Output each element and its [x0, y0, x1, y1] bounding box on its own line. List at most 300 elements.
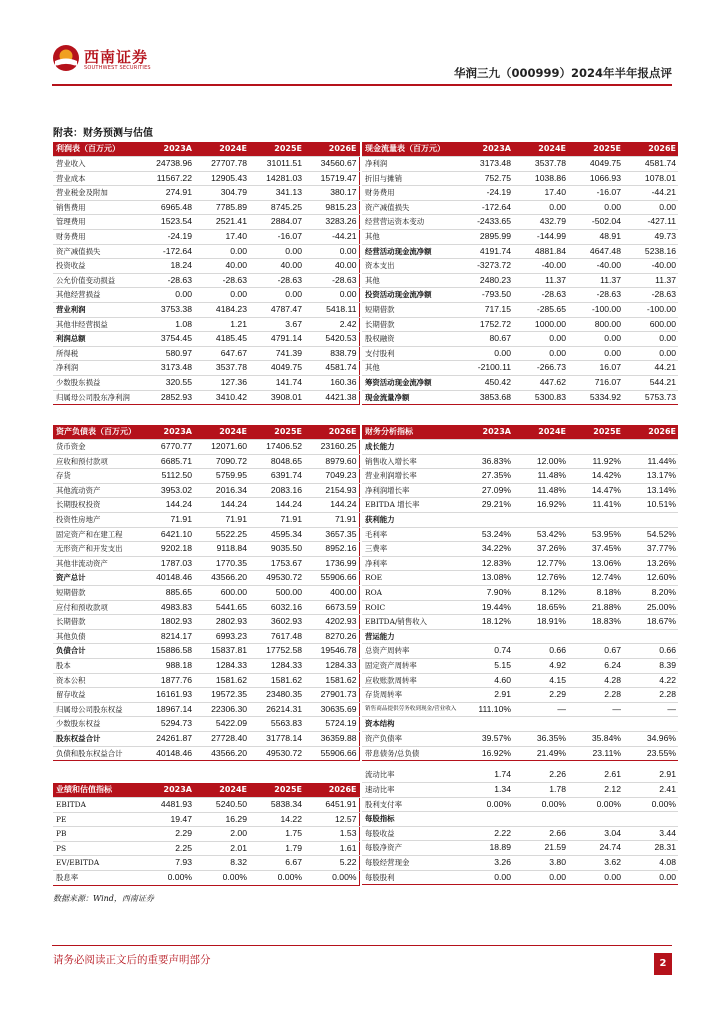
cell-value: 4787.47: [249, 303, 304, 318]
table-row: [53, 440, 359, 455]
cell-value: [623, 440, 678, 455]
table-row: [53, 390, 359, 405]
cell-value: 11.37: [513, 273, 568, 288]
table-title: 现金流量表（百万元）: [362, 142, 458, 157]
table-row: [362, 157, 678, 172]
cell-value: 10.51%: [623, 498, 678, 513]
table-row: [362, 513, 678, 528]
row-label: 资本支出: [362, 259, 458, 274]
cell-value: 144.24: [249, 498, 304, 513]
cell-value: 6770.77: [139, 440, 194, 455]
table-row: [53, 157, 359, 172]
cell-value: 54.52%: [623, 527, 678, 542]
cell-value: [623, 513, 678, 528]
table-row: [53, 346, 359, 361]
cell-value: 5724.19: [304, 717, 359, 732]
cell-value: 11.44%: [623, 454, 678, 469]
valuation-table: [53, 783, 360, 886]
cell-value: 3953.02: [139, 483, 194, 498]
row-label: 管理费用: [53, 215, 139, 230]
row-label: 归属母公司股东净利润: [53, 390, 139, 405]
cell-value: 0.00: [458, 346, 513, 361]
cell-value: -28.63: [568, 288, 623, 303]
cell-value: -24.19: [458, 186, 513, 201]
cell-value: 44.21: [623, 361, 678, 376]
cell-value: 40148.46: [139, 746, 194, 761]
cell-value: 2884.07: [249, 215, 304, 230]
row-label: PB: [53, 827, 139, 842]
cell-value: 0.00: [194, 288, 249, 303]
table-title: 利润表（百万元）: [53, 142, 139, 157]
cell-value: 2.61: [568, 768, 623, 783]
cell-value: 6.24: [568, 659, 623, 674]
table-row: [362, 673, 678, 688]
table-row: [53, 812, 359, 827]
row-label: 股息率: [53, 871, 139, 886]
cell-value: 0.00: [194, 244, 249, 259]
table-row: [53, 746, 359, 761]
cell-value: 8745.25: [249, 200, 304, 215]
cell-value: 4049.75: [249, 361, 304, 376]
cell-value: 0.00: [513, 200, 568, 215]
table-row: [362, 200, 678, 215]
company-logo: [52, 44, 152, 74]
cell-value: 3853.68: [458, 390, 513, 405]
cell-value: 6993.23: [194, 629, 249, 644]
row-label: 应收账款周转率: [362, 673, 458, 688]
row-label: 财务费用: [362, 186, 458, 201]
cell-value: 5334.92: [568, 390, 623, 405]
row-label: 长期股权投资: [53, 498, 139, 513]
cell-value: 40.00: [249, 259, 304, 274]
cell-value: 2.12: [568, 783, 623, 798]
cell-value: 2.66: [513, 826, 568, 841]
row-label: ROIC: [362, 600, 458, 615]
cell-value: 1284.33: [194, 659, 249, 674]
cell-value: 3173.48: [139, 361, 194, 376]
cell-value: 1066.93: [568, 171, 623, 186]
cell-value: 3173.48: [458, 157, 513, 172]
table-row: [362, 440, 678, 455]
year-header: 2026E: [304, 142, 359, 157]
table-header-row: [53, 142, 359, 157]
table-row: [53, 571, 359, 586]
cell-value: 9118.84: [194, 542, 249, 557]
cell-value: 1.61: [304, 841, 359, 856]
cell-value: 5.22: [304, 856, 359, 871]
cell-value: 0.00: [623, 870, 678, 885]
row-label: 资产负债率: [362, 731, 458, 746]
cell-value: 5420.53: [304, 332, 359, 347]
year-header: 2024E: [194, 425, 249, 440]
cell-value: 19572.35: [194, 688, 249, 703]
cell-value: [568, 629, 623, 644]
cell-value: 1.75: [249, 827, 304, 842]
cell-value: 0.00%: [139, 871, 194, 886]
cell-value: 0.00%: [568, 797, 623, 812]
row-label: 资本公积: [53, 673, 139, 688]
row-label: 销售费用: [53, 200, 139, 215]
row-label: 其他: [362, 273, 458, 288]
cell-value: 1.79: [249, 841, 304, 856]
cell-value: 22306.30: [194, 702, 249, 717]
cell-value: -28.63: [513, 288, 568, 303]
cell-value: 4.08: [623, 856, 678, 871]
table-row: [53, 615, 359, 630]
cell-value: 1284.33: [249, 659, 304, 674]
cell-value: 21.59: [513, 841, 568, 856]
cell-value: 21.49%: [513, 746, 568, 761]
table-row: [362, 469, 678, 484]
cell-value: 2.28: [568, 688, 623, 703]
year-header: 2026E: [623, 142, 678, 157]
cell-value: 48.91: [568, 230, 623, 245]
row-label: 利润总额: [53, 332, 139, 347]
cell-value: 2.41: [623, 783, 678, 798]
row-label: 其他非经营损益: [53, 317, 139, 332]
cell-value: 3.26: [458, 856, 513, 871]
row-label: 每股股利: [362, 870, 458, 885]
data-source: 数据来源：Wind，西南证券: [53, 894, 154, 903]
cell-value: -28.63: [139, 273, 194, 288]
row-label: 货币资金: [53, 440, 139, 455]
table-row: [362, 230, 678, 245]
cell-value: 4481.93: [139, 798, 194, 813]
cell-value: 320.55: [139, 376, 194, 391]
cell-value: 4.92: [513, 659, 568, 674]
table-row: [53, 629, 359, 644]
cell-value: 2154.93: [304, 483, 359, 498]
balance-sheet-table: [53, 425, 360, 761]
cell-value: 49530.72: [249, 571, 304, 586]
cell-value: 0.00%: [304, 871, 359, 886]
cell-value: 43566.20: [194, 571, 249, 586]
cell-value: 3602.93: [249, 615, 304, 630]
cell-value: 988.18: [139, 659, 194, 674]
cell-value: 5294.73: [139, 717, 194, 732]
cell-value: 14281.03: [249, 171, 304, 186]
cell-value: 15837.81: [194, 644, 249, 659]
cell-value: 5422.09: [194, 717, 249, 732]
cell-value: 800.00: [568, 317, 623, 332]
table-row: [362, 841, 678, 856]
year-header: 2025E: [568, 425, 623, 440]
cell-value: 11.37: [623, 273, 678, 288]
cell-value: 0.00%: [194, 871, 249, 886]
cell-value: 0.00: [249, 288, 304, 303]
cell-value: 1736.99: [304, 556, 359, 571]
cell-value: 5441.65: [194, 600, 249, 615]
cell-value: 71.91: [139, 513, 194, 528]
cell-value: 18.83%: [568, 615, 623, 630]
row-label: 筹资活动现金流净额: [362, 376, 458, 391]
table-row: [53, 527, 359, 542]
table-row: [53, 556, 359, 571]
cell-value: 1581.62: [249, 673, 304, 688]
row-label: 应收和预付款项: [53, 454, 139, 469]
year-header: 2024E: [194, 783, 249, 798]
cell-value: 14.42%: [568, 469, 623, 484]
row-label: 股东权益合计: [53, 731, 139, 746]
cell-value: [513, 717, 568, 732]
cash-flow-table: [362, 142, 678, 405]
year-header: 2026E: [623, 425, 678, 440]
cell-value: 2480.23: [458, 273, 513, 288]
year-header: 2026E: [304, 783, 359, 798]
row-label: 每股指标: [362, 812, 458, 827]
cell-value: 341.13: [249, 186, 304, 201]
cell-value: 5563.83: [249, 717, 304, 732]
cell-value: 0.00%: [623, 797, 678, 812]
row-label: PE: [53, 812, 139, 827]
cell-value: 12.60%: [623, 571, 678, 586]
cell-value: 19.47: [139, 812, 194, 827]
cell-value: 18967.14: [139, 702, 194, 717]
table-row: [362, 498, 678, 513]
cell-value: 6685.71: [139, 454, 194, 469]
table-row: [362, 171, 678, 186]
table-row: [362, 688, 678, 703]
cell-value: 5238.16: [623, 244, 678, 259]
cell-value: 600.00: [623, 317, 678, 332]
cell-value: 12.57: [304, 812, 359, 827]
row-label: 短期借款: [53, 586, 139, 601]
cell-value: -40.00: [568, 259, 623, 274]
table-row: [53, 273, 359, 288]
cell-value: —: [513, 702, 568, 717]
cell-value: 21.88%: [568, 600, 623, 615]
cell-value: 1877.76: [139, 673, 194, 688]
row-label: ROA: [362, 586, 458, 601]
cell-value: 400.00: [304, 586, 359, 601]
cell-value: 1802.93: [139, 615, 194, 630]
table-title: 业绩和估值指标: [53, 783, 139, 798]
cell-value: -28.63: [623, 288, 678, 303]
cell-value: 380.17: [304, 186, 359, 201]
year-header: 2026E: [304, 425, 359, 440]
cell-value: 1078.01: [623, 171, 678, 186]
cell-value: 2802.93: [194, 615, 249, 630]
table-row: [53, 259, 359, 274]
cell-value: 838.79: [304, 346, 359, 361]
cell-value: 0.67: [568, 644, 623, 659]
cell-value: 141.74: [249, 376, 304, 391]
table-row: [362, 288, 678, 303]
cell-value: 7049.23: [304, 469, 359, 484]
year-header: 2024E: [513, 142, 568, 157]
cell-value: 55906.66: [304, 571, 359, 586]
cell-value: 39.57%: [458, 731, 513, 746]
cell-value: 3.44: [623, 826, 678, 841]
cell-value: 71.91: [194, 513, 249, 528]
cell-value: [458, 812, 513, 827]
cell-value: 752.75: [458, 171, 513, 186]
row-label: 成长能力: [362, 440, 458, 455]
table-header-row: [362, 142, 678, 157]
cell-value: [513, 812, 568, 827]
cell-value: 4581.74: [623, 157, 678, 172]
cell-value: [513, 440, 568, 455]
cell-value: 11.48%: [513, 469, 568, 484]
cell-value: 26214.31: [249, 702, 304, 717]
row-label: 营运能力: [362, 629, 458, 644]
cell-value: 1284.33: [304, 659, 359, 674]
table-row: [53, 841, 359, 856]
cell-value: 6421.10: [139, 527, 194, 542]
cell-value: 304.79: [194, 186, 249, 201]
table-row: [53, 659, 359, 674]
cell-value: 0.00: [513, 870, 568, 885]
cell-value: -144.99: [513, 230, 568, 245]
cell-value: 4.15: [513, 673, 568, 688]
cell-value: 13.14%: [623, 483, 678, 498]
row-label: 存货: [53, 469, 139, 484]
table-header-row: [53, 425, 359, 440]
cell-value: 0.00%: [458, 797, 513, 812]
cell-value: [458, 629, 513, 644]
cell-value: 600.00: [194, 586, 249, 601]
cell-value: 4647.48: [568, 244, 623, 259]
table-row: [53, 856, 359, 871]
cell-value: 8952.16: [304, 542, 359, 557]
cell-value: 23.55%: [623, 746, 678, 761]
cell-value: 31011.51: [249, 157, 304, 172]
cell-value: 6391.74: [249, 469, 304, 484]
row-label: 股本: [53, 659, 139, 674]
table-title: 资产负债表（百万元）: [53, 425, 139, 440]
row-label: 固定资产周转率: [362, 659, 458, 674]
report-title: 华润三九（000999）2024年半年报点评: [453, 66, 672, 80]
cell-value: 4184.23: [194, 303, 249, 318]
row-label: 毛利率: [362, 527, 458, 542]
cell-value: 9035.50: [249, 542, 304, 557]
cell-value: 7090.72: [194, 454, 249, 469]
cell-value: 274.91: [139, 186, 194, 201]
cell-value: 34.22%: [458, 542, 513, 557]
table-row: [53, 542, 359, 557]
cell-value: -16.07: [568, 186, 623, 201]
year-header: 2025E: [249, 425, 304, 440]
cell-value: 36359.88: [304, 731, 359, 746]
cell-value: 27728.40: [194, 731, 249, 746]
table-row: [362, 361, 678, 376]
cell-value: [513, 513, 568, 528]
table-row: [362, 812, 678, 827]
cell-value: 4049.75: [568, 157, 623, 172]
cell-value: 5300.83: [513, 390, 568, 405]
cell-value: 5418.11: [304, 303, 359, 318]
cell-value: 23.11%: [568, 746, 623, 761]
row-label: 营业成本: [53, 171, 139, 186]
cell-value: [568, 812, 623, 827]
cell-value: -100.00: [568, 303, 623, 318]
table-row: [53, 215, 359, 230]
cell-value: 8270.26: [304, 629, 359, 644]
table-header-row: [53, 783, 359, 798]
cell-value: 3283.26: [304, 215, 359, 230]
cell-value: [623, 717, 678, 732]
cell-value: 2.29: [139, 827, 194, 842]
cell-value: 0.00: [513, 332, 568, 347]
cell-value: 160.36: [304, 376, 359, 391]
row-label: 短期借款: [362, 303, 458, 318]
income-statement-table: [53, 142, 360, 405]
cell-value: 11.92%: [568, 454, 623, 469]
cell-value: 71.91: [249, 513, 304, 528]
table-row: [53, 376, 359, 391]
row-label: 净利率: [362, 556, 458, 571]
cell-value: 40.00: [194, 259, 249, 274]
cell-value: 49530.72: [249, 746, 304, 761]
cell-value: -3273.72: [458, 259, 513, 274]
cell-value: 25.00%: [623, 600, 678, 615]
row-label: 股利支付率: [362, 797, 458, 812]
row-label: 速动比率: [362, 783, 458, 798]
table-row: [362, 259, 678, 274]
cell-value: -28.63: [194, 273, 249, 288]
cell-value: 11.48%: [513, 483, 568, 498]
cell-value: 17.40: [194, 230, 249, 245]
cell-value: 500.00: [249, 586, 304, 601]
cell-value: 2.01: [194, 841, 249, 856]
year-header: 2025E: [568, 142, 623, 157]
row-label: 无形资产和开发支出: [53, 542, 139, 557]
cell-value: 2852.93: [139, 390, 194, 405]
cell-value: 3657.35: [304, 527, 359, 542]
table-row: [362, 390, 678, 405]
row-label: 营业利润增长率: [362, 469, 458, 484]
year-header: 2024E: [194, 142, 249, 157]
cell-value: 55906.66: [304, 746, 359, 761]
row-label: 经营营运资本变动: [362, 215, 458, 230]
cell-value: 1.21: [194, 317, 249, 332]
cell-value: 3.80: [513, 856, 568, 871]
cell-value: 18.91%: [513, 615, 568, 630]
cell-value: 36.35%: [513, 731, 568, 746]
cell-value: 17752.58: [249, 644, 304, 659]
cell-value: -172.64: [458, 200, 513, 215]
table-row: [362, 303, 678, 318]
table-row: [362, 483, 678, 498]
row-label: 少数股东权益: [53, 717, 139, 732]
row-label: 净利润增长率: [362, 483, 458, 498]
row-label: 净利润: [362, 157, 458, 172]
cell-value: 4.28: [568, 673, 623, 688]
cell-value: 1.74: [458, 768, 513, 783]
table-row: [362, 826, 678, 841]
table-row: [53, 186, 359, 201]
cell-value: 24261.87: [139, 731, 194, 746]
per-share-table: [362, 768, 678, 885]
cell-value: 3908.01: [249, 390, 304, 405]
cell-value: [458, 440, 513, 455]
logo-subtext: SOUTHWEST SECURITIES: [84, 65, 151, 71]
cell-value: 49.73: [623, 230, 678, 245]
cell-value: 13.26%: [623, 556, 678, 571]
cell-value: 1752.72: [458, 317, 513, 332]
cell-value: 7785.89: [194, 200, 249, 215]
cell-value: 18.67%: [623, 615, 678, 630]
table-row: [362, 454, 678, 469]
cell-value: 16.92%: [513, 498, 568, 513]
table-row: [53, 230, 359, 245]
table-row: [362, 244, 678, 259]
row-label: EBITDA 增长率: [362, 498, 458, 513]
cell-value: 8.20%: [623, 586, 678, 601]
cell-value: —: [623, 702, 678, 717]
cell-value: 24738.96: [139, 157, 194, 172]
cell-value: -40.00: [623, 259, 678, 274]
